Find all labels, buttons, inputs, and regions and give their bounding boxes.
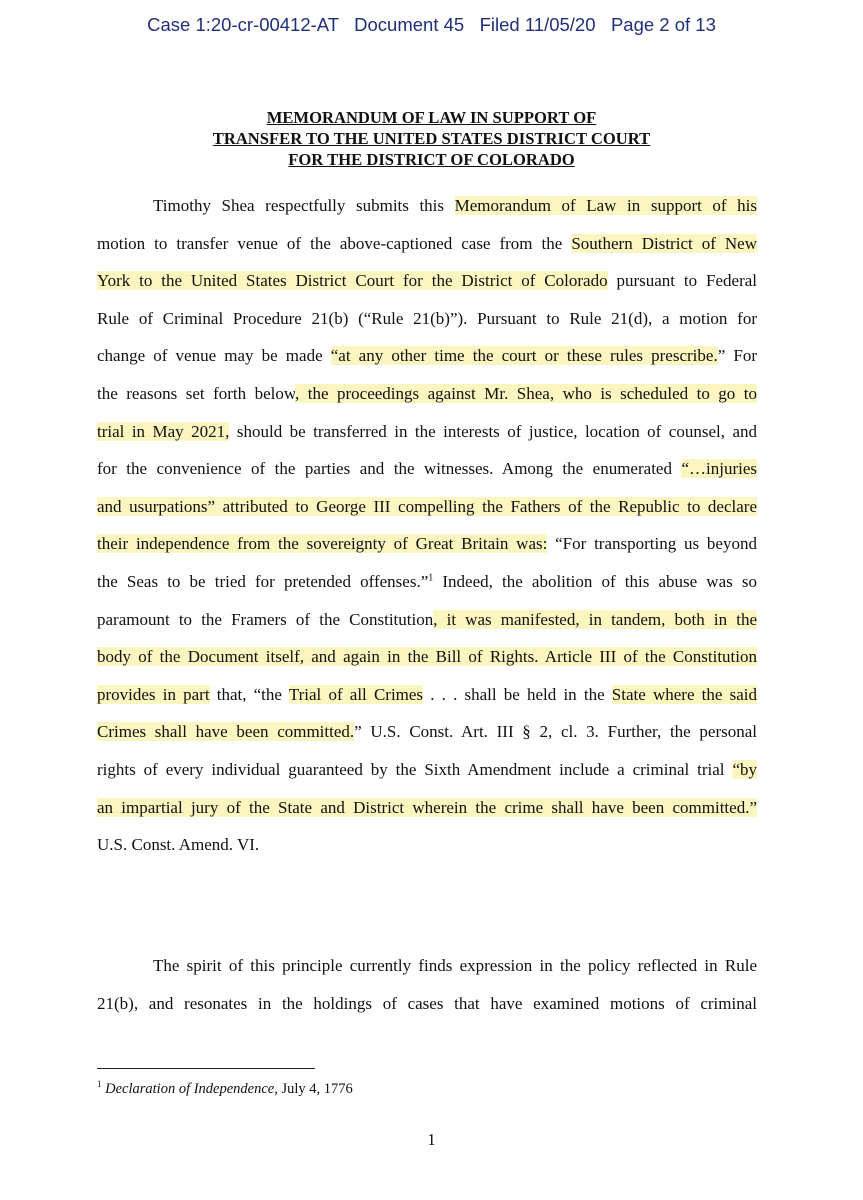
highlighted-text: , it was manifested, in tandem, both in the xyxy=(433,609,757,629)
page-number: 1 xyxy=(427,1130,436,1149)
highlighted-text: their independence from the sovereignty of Great Britain was: xyxy=(97,534,548,554)
highlighted-text: Southern District of New xyxy=(571,233,757,253)
filed-date: Filed 11/05/20 xyxy=(479,14,596,35)
paragraph-1 xyxy=(97,187,757,864)
case-number: Case 1:20-cr-00412-AT xyxy=(147,14,339,35)
text-line xyxy=(97,563,757,601)
text-run: . . . shall be held in the xyxy=(423,684,612,704)
text-run: that, “the xyxy=(209,684,289,704)
text-line xyxy=(97,638,757,676)
footnote-divider xyxy=(97,1068,315,1069)
footnote-marker: 1 xyxy=(97,1079,102,1090)
highlighted-text: “by xyxy=(732,759,757,779)
page-indicator: Page 2 of 13 xyxy=(610,14,716,35)
text-line xyxy=(97,225,757,263)
text-line xyxy=(97,337,757,375)
text-run: the reasons set forth below xyxy=(97,383,296,403)
text-run: U.S. Const. Amend. VI. xyxy=(97,835,260,855)
text-line xyxy=(97,450,757,488)
text-run: should be transferred in the interests of justice, location of counsel, and xyxy=(229,421,757,441)
document-number: Document 45 xyxy=(354,14,465,35)
text-run: The spirit of this principle currently finds expression in the policy reflected in Rule xyxy=(153,956,757,975)
text-run: rights of every individual guaranteed by the Sixth Amendment include a criminal trial xyxy=(97,759,733,779)
text-run: “For transporting us beyond xyxy=(547,534,757,554)
text-line xyxy=(97,488,757,526)
highlighted-text: York to the United States District Court for the District of Colorado xyxy=(97,271,608,291)
text-line xyxy=(97,413,757,451)
title-line-3: FOR THE DISTRICT OF COLORADO xyxy=(288,150,575,169)
text-run: Rule of Criminal Procedure 21(b) (“Rule 21(b)”). Pursuant to Rule 21(d), a motion for xyxy=(97,308,757,328)
text-line xyxy=(97,262,757,300)
text-line xyxy=(97,375,757,413)
text-line xyxy=(97,601,757,639)
text-line xyxy=(97,789,757,827)
highlighted-text: “at any other time the court or these rules prescribe. xyxy=(330,346,718,366)
text-run: for the convenience of the parties and the witnesses. Among the enumerated xyxy=(97,459,682,479)
text-line xyxy=(97,300,757,338)
footnote-text: July 4, 1776 xyxy=(277,1081,353,1097)
text-line xyxy=(97,187,757,225)
highlighted-text: “…injuries xyxy=(681,459,757,479)
text-run: Indeed, the abolition of this abuse was so xyxy=(433,571,757,591)
title-line-2: TRANSFER TO THE UNITED STATES DISTRICT COURT xyxy=(212,129,651,148)
paragraph-2 xyxy=(97,947,757,1022)
text-run: ” U.S. Const. Art. III § 2, cl. 3. Further, the personal xyxy=(354,722,757,742)
text-line xyxy=(97,751,757,789)
highlighted-text: body of the Document itself, and again in the Bill of Rights. Article III of the Constitution xyxy=(97,647,757,667)
text-run: ” For xyxy=(717,346,757,366)
text-line xyxy=(97,713,757,751)
memorandum-title xyxy=(0,107,863,170)
text-line xyxy=(97,826,757,864)
footnote-title: Declaration of Independence, xyxy=(105,1081,278,1097)
footnote-reference: 1 xyxy=(428,572,434,584)
highlighted-text: provides in part xyxy=(97,684,210,704)
text-run: the Seas to be tried for pretended offenses.” xyxy=(97,571,429,591)
highlighted-text: Crimes shall have been committed. xyxy=(97,722,355,742)
text-run: 21(b), and resonates in the holdings of cases that have examined motions of criminal xyxy=(97,993,757,1013)
text-line xyxy=(97,676,757,714)
text-run: paramount to the Framers of the Constitution xyxy=(97,609,434,629)
text-run: motion to transfer venue of the above-captioned case from the xyxy=(97,233,572,253)
highlighted-text: trial in May 2021, xyxy=(97,421,230,441)
case-header xyxy=(0,14,863,36)
highlighted-text: an impartial jury of the State and District wherein the crime shall have been committed.” xyxy=(97,797,757,817)
highlighted-text: , the proceedings against Mr. Shea, who is scheduled to go to xyxy=(295,383,757,403)
highlighted-text: Memorandum of Law in support of his xyxy=(454,196,757,215)
highlighted-text: and usurpations” attributed to George III compelling the Fathers of the Republic to declare xyxy=(97,496,757,516)
title-line-1: MEMORANDUM OF LAW IN SUPPORT OF xyxy=(266,108,597,127)
highlighted-text: Trial of all Crimes xyxy=(288,684,424,704)
text-line xyxy=(97,985,757,1023)
text-line xyxy=(97,947,757,985)
footnote xyxy=(97,1081,353,1098)
text-run: change of venue may be made xyxy=(97,346,331,366)
text-line xyxy=(97,525,757,563)
text-run: pursuant to Federal xyxy=(607,271,757,291)
text-run: Timothy Shea respectfully submits this xyxy=(153,196,455,215)
highlighted-text: State where the said xyxy=(611,684,757,704)
